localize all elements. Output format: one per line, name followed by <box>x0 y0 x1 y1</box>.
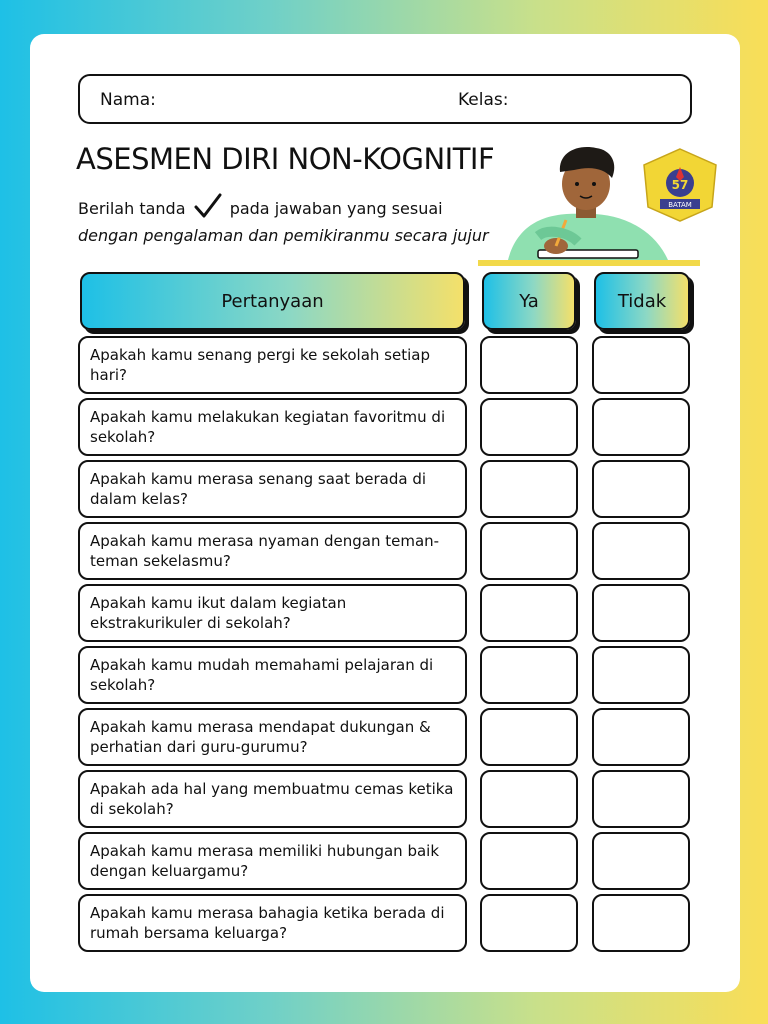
answer-no-checkbox[interactable] <box>592 770 690 828</box>
question-text: Apakah kamu melakukan kegiatan favoritmu di sekolah? <box>78 398 467 456</box>
instruction-text-after: pada jawaban yang sesuai <box>229 199 443 218</box>
question-text: Apakah kamu merasa senang saat berada di dalam kelas? <box>78 460 467 518</box>
answer-no-checkbox[interactable] <box>592 398 690 456</box>
answer-yes-checkbox[interactable] <box>480 460 578 518</box>
answer-no-checkbox[interactable] <box>592 522 690 580</box>
checkmark-icon <box>193 192 223 224</box>
question-text: Apakah kamu merasa mendapat dukungan & perhatian dari guru-gurumu? <box>78 708 467 766</box>
answer-yes-checkbox[interactable] <box>480 522 578 580</box>
answer-no-checkbox[interactable] <box>592 832 690 890</box>
answer-no-checkbox[interactable] <box>592 894 690 952</box>
answer-yes-checkbox[interactable] <box>480 584 578 642</box>
worksheet <box>30 34 740 992</box>
answer-yes-checkbox[interactable] <box>480 646 578 704</box>
answer-yes-checkbox[interactable] <box>480 832 578 890</box>
question-text: Apakah kamu mudah memahami pelajaran di sekolah? <box>78 646 467 704</box>
instruction-line-2: dengan pengalaman dan pemikiranmu secara jujur <box>78 226 489 245</box>
answer-yes-checkbox[interactable] <box>480 708 578 766</box>
logo-text: BATAM <box>668 201 692 209</box>
school-logo <box>640 147 720 223</box>
answer-yes-checkbox[interactable] <box>480 336 578 394</box>
question-text: Apakah kamu merasa bahagia ketika berada di rumah bersama keluarga? <box>78 894 467 952</box>
header-yes: Ya <box>482 272 576 330</box>
name-label: Nama: <box>100 90 156 110</box>
answer-no-checkbox[interactable] <box>592 584 690 642</box>
class-label: Kelas: <box>458 90 509 110</box>
answer-no-checkbox[interactable] <box>592 646 690 704</box>
answer-yes-checkbox[interactable] <box>480 894 578 952</box>
name-class-box <box>78 74 692 124</box>
answer-no-checkbox[interactable] <box>592 336 690 394</box>
answer-no-checkbox[interactable] <box>592 708 690 766</box>
answer-yes-checkbox[interactable] <box>480 770 578 828</box>
header-no: Tidak <box>594 272 690 330</box>
question-text: Apakah kamu merasa memiliki hubungan baik dengan keluargamu? <box>78 832 467 890</box>
answer-yes-checkbox[interactable] <box>480 398 578 456</box>
instruction-text-before: Berilah tanda <box>78 199 186 218</box>
question-text: Apakah kamu ikut dalam kegiatan ekstrakurikuler di sekolah? <box>78 584 467 642</box>
logo-number: 57 <box>671 178 689 192</box>
instruction-line-1 <box>78 192 443 224</box>
question-text: Apakah kamu merasa nyaman dengan teman-teman sekelasmu? <box>78 522 467 580</box>
answer-no-checkbox[interactable] <box>592 460 690 518</box>
header-question: Pertanyaan <box>80 272 465 330</box>
question-text: Apakah ada hal yang membuatmu cemas ketika di sekolah? <box>78 770 467 828</box>
page-title: ASESMEN DIRI NON-KOGNITIF <box>76 142 495 176</box>
question-text: Apakah kamu senang pergi ke sekolah setiap hari? <box>78 336 467 394</box>
